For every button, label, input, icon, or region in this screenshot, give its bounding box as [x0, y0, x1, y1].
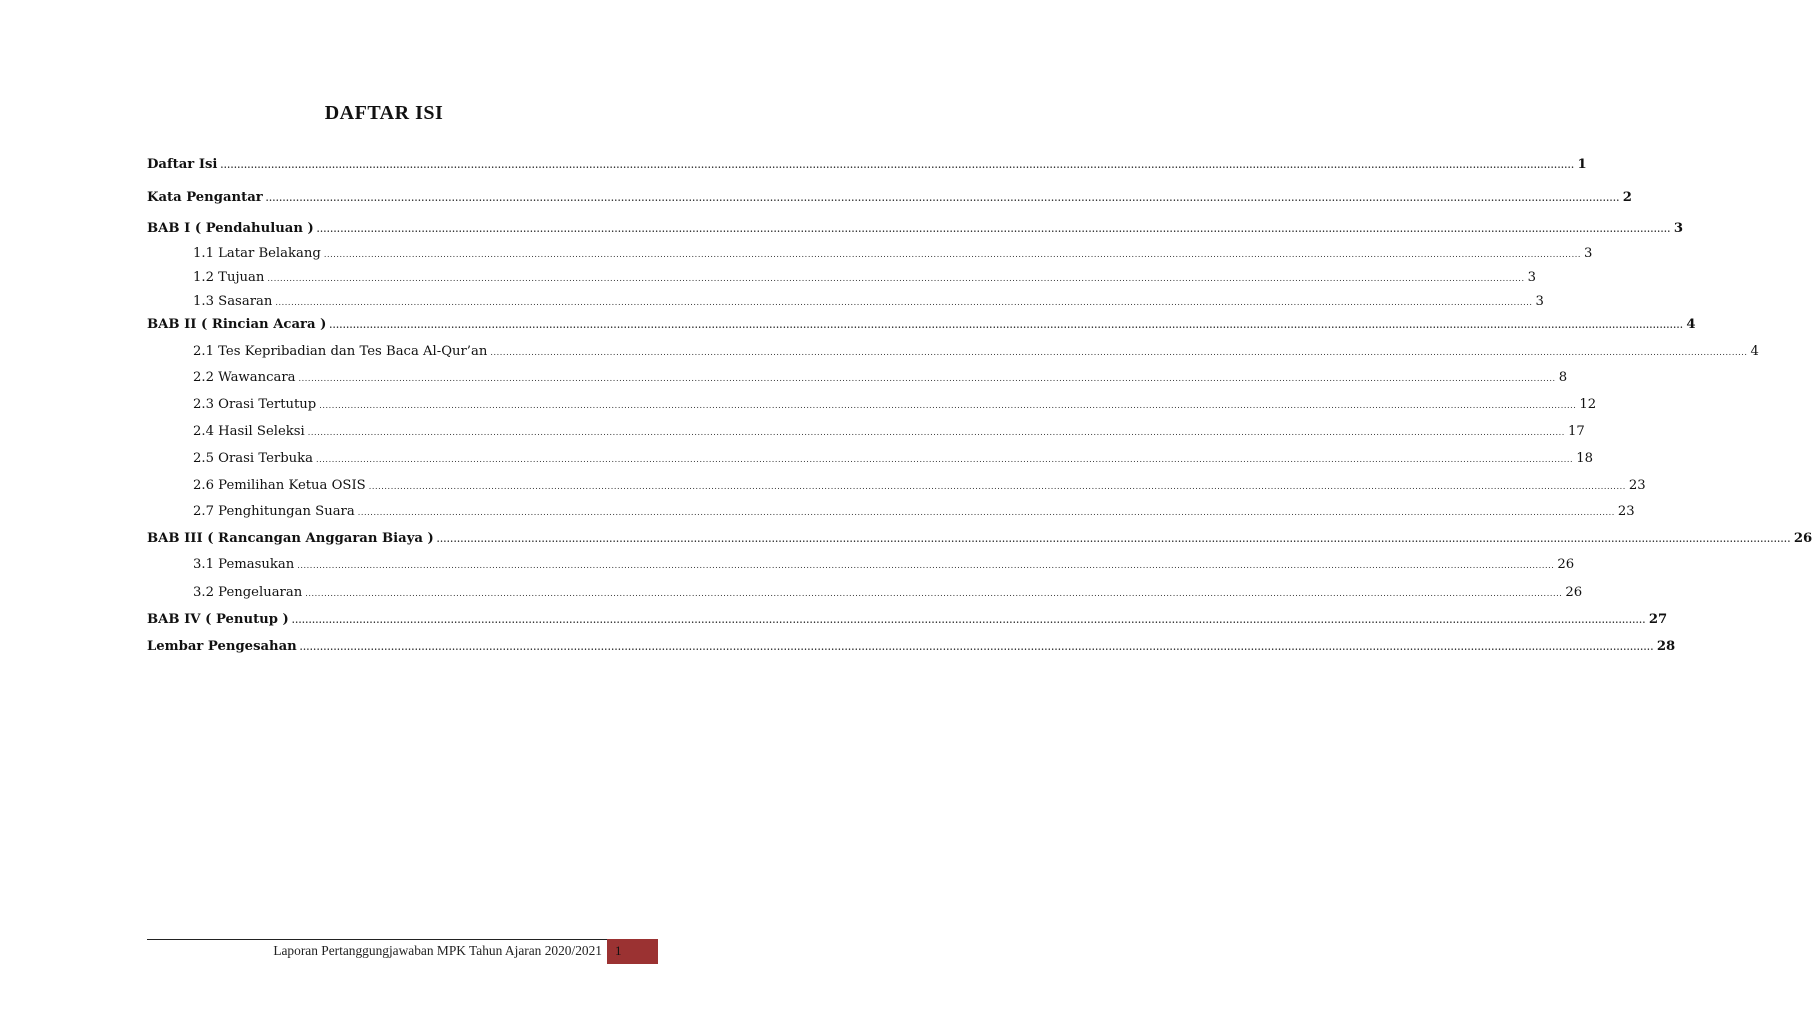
toc-entry-label: 3.1 Pemasukan	[193, 557, 295, 572]
toc-leader-dots: ................................................................................................................................................................................................................................................................................................................................................................................................................	[291, 615, 1646, 625]
toc-leader-dots: ................................................................................................................................................................................................................................................................................................................................................................................................................	[490, 348, 1748, 357]
toc-entry	[193, 343, 1759, 362]
footer-page-number: 1	[607, 939, 658, 964]
toc-entry	[193, 369, 1568, 388]
toc-entry	[147, 316, 1696, 334]
toc-leader-dots: ................................................................................................................................................................................................................................................................................................................................................................................................................	[220, 160, 1575, 170]
toc-entry-label: Daftar Isi	[147, 157, 218, 172]
toc-entry-page: 3	[1527, 270, 1536, 285]
toc-entry-label: BAB III ( Rancangan Anggaran Biaya )	[147, 531, 434, 546]
toc-leader-dots: ................................................................................................................................................................................................................................................................................................................................................................................................................	[299, 642, 1654, 652]
toc-entry	[193, 450, 1593, 469]
toc-entry-label: 2.6 Pemilihan Ketua OSIS	[193, 478, 366, 493]
toc-leader-dots: ................................................................................................................................................................................................................................................................................................................................................................................................................	[323, 250, 1581, 259]
toc-entry-label: 1.3 Sasaran	[193, 294, 273, 309]
toc-entry	[193, 556, 1575, 575]
toc-entry	[147, 189, 1632, 207]
footer-divider	[147, 939, 607, 940]
toc-entry-page: 23	[1628, 478, 1646, 493]
toc-entry	[147, 638, 1676, 656]
toc-entry-label: 2.1 Tes Kepribadian dan Tes Baca Al-Qur’an	[193, 344, 488, 359]
toc-entry-page: 26	[1793, 531, 1812, 546]
toc-entry	[147, 530, 1812, 548]
toc-entry	[193, 245, 1593, 264]
page-title: DAFTAR ISI	[324, 102, 444, 124]
toc-entry	[193, 477, 1646, 496]
toc-leader-dots: ................................................................................................................................................................................................................................................................................................................................................................................................................	[368, 482, 1626, 491]
toc-entry	[193, 293, 1544, 312]
toc-entry	[147, 220, 1683, 238]
toc-entry-label: BAB II ( Rincian Acara )	[147, 317, 327, 332]
toc-entry-label: Lembar Pengesahan	[147, 639, 297, 654]
toc-entry-page: 28	[1656, 639, 1676, 654]
toc-entry-page: 4	[1750, 344, 1759, 359]
toc-entry-label: 2.2 Wawancara	[193, 370, 296, 385]
toc-entry	[193, 396, 1597, 415]
toc-leader-dots: ................................................................................................................................................................................................................................................................................................................................................................................................................	[267, 274, 1525, 283]
toc-entry-page: 4	[1686, 317, 1696, 332]
toc-entry-label: 1.2 Tujuan	[193, 270, 265, 285]
toc-entry-page: 23	[1617, 504, 1635, 519]
toc-entry-page: 3	[1535, 294, 1544, 309]
toc-entry	[193, 584, 1583, 603]
toc-entry-page: 3	[1584, 246, 1593, 261]
toc-leader-dots: ................................................................................................................................................................................................................................................................................................................................................................................................................	[297, 561, 1555, 570]
toc-leader-dots: ................................................................................................................................................................................................................................................................................................................................................................................................................	[436, 534, 1791, 544]
toc-leader-dots: ................................................................................................................................................................................................................................................................................................................................................................................................................	[305, 589, 1563, 598]
toc-leader-dots: ................................................................................................................................................................................................................................................................................................................................................................................................................	[265, 193, 1620, 203]
toc-entry	[147, 611, 1668, 629]
toc-entry-page: 26	[1557, 557, 1575, 572]
toc-entry-label: 3.2 Pengeluaran	[193, 585, 303, 600]
toc-entry-label: 2.5 Orasi Terbuka	[193, 451, 313, 466]
toc-entry-label: 2.3 Orasi Tertutup	[193, 397, 317, 412]
toc-entry	[147, 156, 1587, 174]
toc-entry-page: 2	[1622, 190, 1632, 205]
toc-entry-label: Kata Pengantar	[147, 190, 263, 205]
toc-leader-dots: ................................................................................................................................................................................................................................................................................................................................................................................................................	[307, 428, 1565, 437]
toc-entry-page: 26	[1565, 585, 1583, 600]
toc-entry-page: 17	[1567, 424, 1585, 439]
toc-leader-dots: ................................................................................................................................................................................................................................................................................................................................................................................................................	[298, 374, 1556, 383]
toc-leader-dots: ................................................................................................................................................................................................................................................................................................................................................................................................................	[316, 455, 1574, 464]
toc-entry-page: 18	[1576, 451, 1593, 466]
toc-entry-label: 2.4 Hasil Seleksi	[193, 424, 305, 439]
toc-entry-label: 1.1 Latar Belakang	[193, 246, 321, 261]
toc-entry	[193, 269, 1536, 288]
footer-text: Laporan Pertanggungjawaban MPK Tahun Ajaran 2020/2021	[273, 943, 602, 958]
toc-entry-page: 3	[1673, 221, 1683, 236]
toc-leader-dots: ................................................................................................................................................................................................................................................................................................................................................................................................................	[319, 401, 1577, 410]
toc-entry-page: 8	[1558, 370, 1568, 385]
toc-leader-dots: ................................................................................................................................................................................................................................................................................................................................................................................................................	[329, 320, 1684, 330]
toc-leader-dots: ................................................................................................................................................................................................................................................................................................................................................................................................................	[275, 298, 1533, 307]
toc-entry	[193, 423, 1585, 442]
toc-leader-dots: ................................................................................................................................................................................................................................................................................................................................................................................................................	[316, 224, 1671, 234]
toc-entry-label: BAB IV ( Penutup )	[147, 612, 289, 627]
toc-leader-dots: ................................................................................................................................................................................................................................................................................................................................................................................................................	[357, 508, 1615, 517]
toc-entry-label: BAB I ( Pendahuluan )	[147, 221, 314, 236]
toc-entry-page: 27	[1648, 612, 1668, 627]
toc-entry	[193, 503, 1635, 522]
toc-entry-page: 12	[1579, 397, 1597, 412]
toc-entry-label: 2.7 Penghitungan Suara	[193, 504, 355, 519]
toc-entry-page: 1	[1577, 157, 1587, 172]
